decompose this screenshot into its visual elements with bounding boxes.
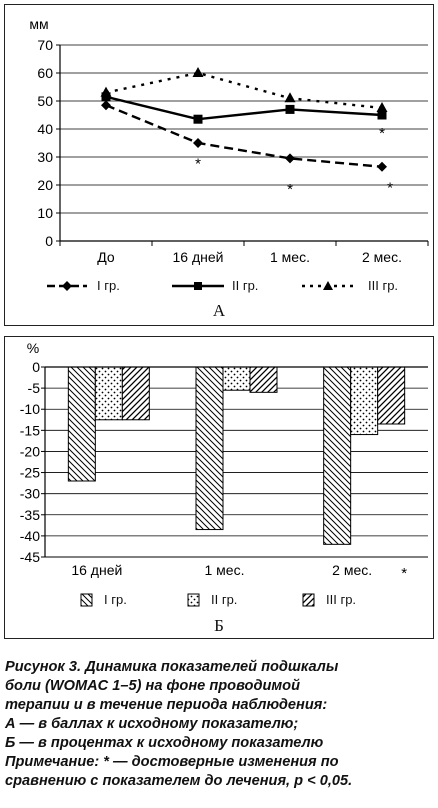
caption-line: Рисунок 3. Динамика показателей подшкалы [5, 659, 339, 675]
legend-item-group-1 [80, 592, 180, 608]
chart-panel-b [4, 336, 434, 639]
legend-label: I гр. [97, 278, 120, 293]
series-line-group-3 [106, 73, 382, 108]
legend-item-group-1 [45, 278, 165, 294]
y-tick-label: -25 [19, 464, 40, 481]
x-tick-label: 1 мес. [204, 562, 245, 578]
legend-item-group-3 [302, 592, 402, 608]
y-tick-label: 60 [37, 65, 53, 81]
series-line-group-2 [106, 97, 382, 119]
caption-line: сравнению с показателем до лечения, р < 0,05. [5, 773, 353, 789]
bar-group-3 [122, 367, 149, 420]
legend-marker-triangle [300, 278, 356, 294]
data-point-triangle [377, 102, 388, 112]
bar-group-3 [250, 367, 277, 392]
legend-label: III гр. [368, 278, 399, 293]
legend-item-group-2 [187, 592, 287, 608]
data-point-diamond [193, 138, 203, 148]
bar-group-3 [378, 367, 405, 424]
caption-line: боли (WOMAC 1–5) на фоне проводимой [5, 678, 301, 694]
legend-item-group-3 [300, 278, 420, 294]
y-tick-label: 30 [37, 149, 53, 165]
data-point-diamond [101, 100, 111, 110]
bar-group-2 [223, 367, 250, 390]
legend-swatch-diagonal-forward [302, 592, 316, 608]
y-tick-label: -15 [19, 422, 40, 439]
y-tick-label: 0 [45, 233, 53, 249]
x-tick-label: 1 мес. [270, 249, 310, 265]
significance-asterisk: * [401, 564, 408, 582]
x-tick-label: 2 мес. [332, 562, 373, 578]
y-tick-label: 10 [37, 205, 53, 221]
data-point-diamond [285, 153, 295, 163]
panel-label-b: Б [214, 616, 224, 635]
y-tick-label: -45 [19, 549, 40, 565]
data-point-triangle [101, 87, 112, 97]
y-tick-label: -40 [19, 527, 40, 544]
y-tick-label: -30 [19, 485, 40, 502]
legend-item-group-2 [170, 278, 290, 294]
legend-marker-diamond [45, 278, 89, 294]
caption-line: А — в баллах к исходному показателю; [5, 716, 299, 732]
bar-group-1 [68, 367, 95, 481]
figure-caption [5, 658, 435, 791]
data-point-square [194, 115, 203, 124]
x-tick-label: 2 мес. [362, 249, 402, 265]
y-axis-label: % [26, 340, 40, 356]
significance-asterisk: * [379, 124, 385, 142]
caption-line: Б — в процентах к исходному показателю [5, 735, 324, 751]
y-tick-label: -5 [27, 380, 40, 397]
bar-group-2 [351, 367, 378, 435]
bar-group-1 [324, 367, 351, 544]
x-tick-label: 16 дней [172, 249, 224, 265]
y-tick-label: -10 [19, 401, 40, 418]
y-tick-label: 20 [37, 177, 53, 193]
legend-marker-square [170, 278, 226, 294]
x-tick-label: До [97, 249, 115, 265]
legend-label: II гр. [211, 592, 238, 607]
data-point-diamond [377, 162, 387, 172]
y-tick-label: 70 [37, 37, 53, 53]
y-axis-label: мм [29, 16, 49, 32]
legend-swatch-dots [187, 592, 201, 608]
caption-line: терапии и в течение периода наблюдения: [5, 697, 328, 713]
y-tick-label: -35 [19, 506, 40, 523]
significance-asterisk: * [387, 179, 393, 197]
y-tick-label: 0 [32, 359, 40, 375]
line-chart [5, 5, 433, 325]
legend-swatch-diagonal-back [80, 592, 94, 608]
y-tick-label: -20 [19, 443, 40, 460]
bar-group-2 [95, 367, 122, 420]
x-tick-label: 16 дней [71, 562, 123, 578]
significance-asterisk: * [287, 180, 293, 198]
bar-group-1 [196, 367, 223, 530]
legend-label: I гр. [104, 592, 127, 607]
chart-panel-a [4, 4, 434, 326]
data-point-triangle [285, 92, 296, 102]
panel-label-a: А [212, 301, 226, 320]
data-point-square [286, 105, 295, 114]
significance-asterisk: * [195, 155, 201, 173]
caption-line: Примечание: * — достоверные изменения по [5, 754, 339, 770]
data-point-triangle [193, 67, 204, 77]
legend-label: II гр. [232, 278, 259, 293]
y-tick-label: 40 [37, 121, 53, 137]
y-tick-label: 50 [37, 93, 53, 109]
legend-label: III гр. [326, 592, 357, 607]
